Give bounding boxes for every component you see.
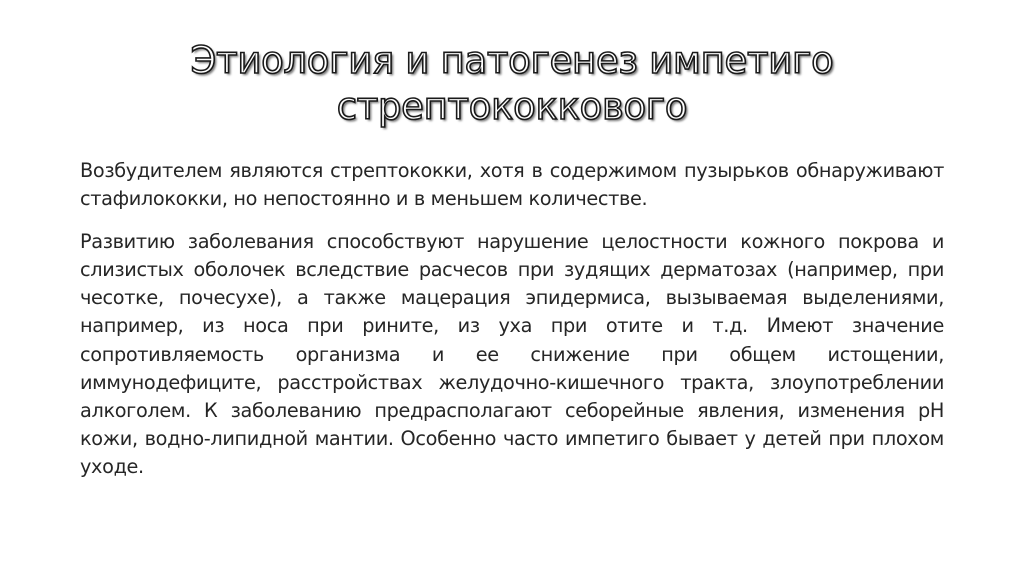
slide-title: Этиология и патогенез импетиго стрептококкового — [190, 39, 834, 128]
paragraph-pathogen: Возбудителем являются стрептококки, хотя в содержимом пузырьков обнаруживают стафилококки, но непостоянно и в меньшем количестве. — [80, 159, 944, 211]
paragraph-risk-factors: Развитию заболевания способствуют нарушение целостности кожного покрова и слизистых оболочек вследствие расчесов при зудящих дерматозах (например, при чесотке, почесухе), а также мацерация эпидермиса, вызываемая выделениями, например, из носа при рините, из уха при отите и т.д. Имеют значение сопротивляемость организма и ее снижение при общем истощении, иммунодефиците, расстройствах желудочно-кишечного тракта, злоупотреблении алкоголем. К заболеванию предрасполагают себорейные явления, изменения рН кожи, водно-липидной мантии. Особенно часто импетиго бывает у детей при плохом уходе. — [80, 230, 944, 478]
slide-body — [80, 157, 944, 481]
